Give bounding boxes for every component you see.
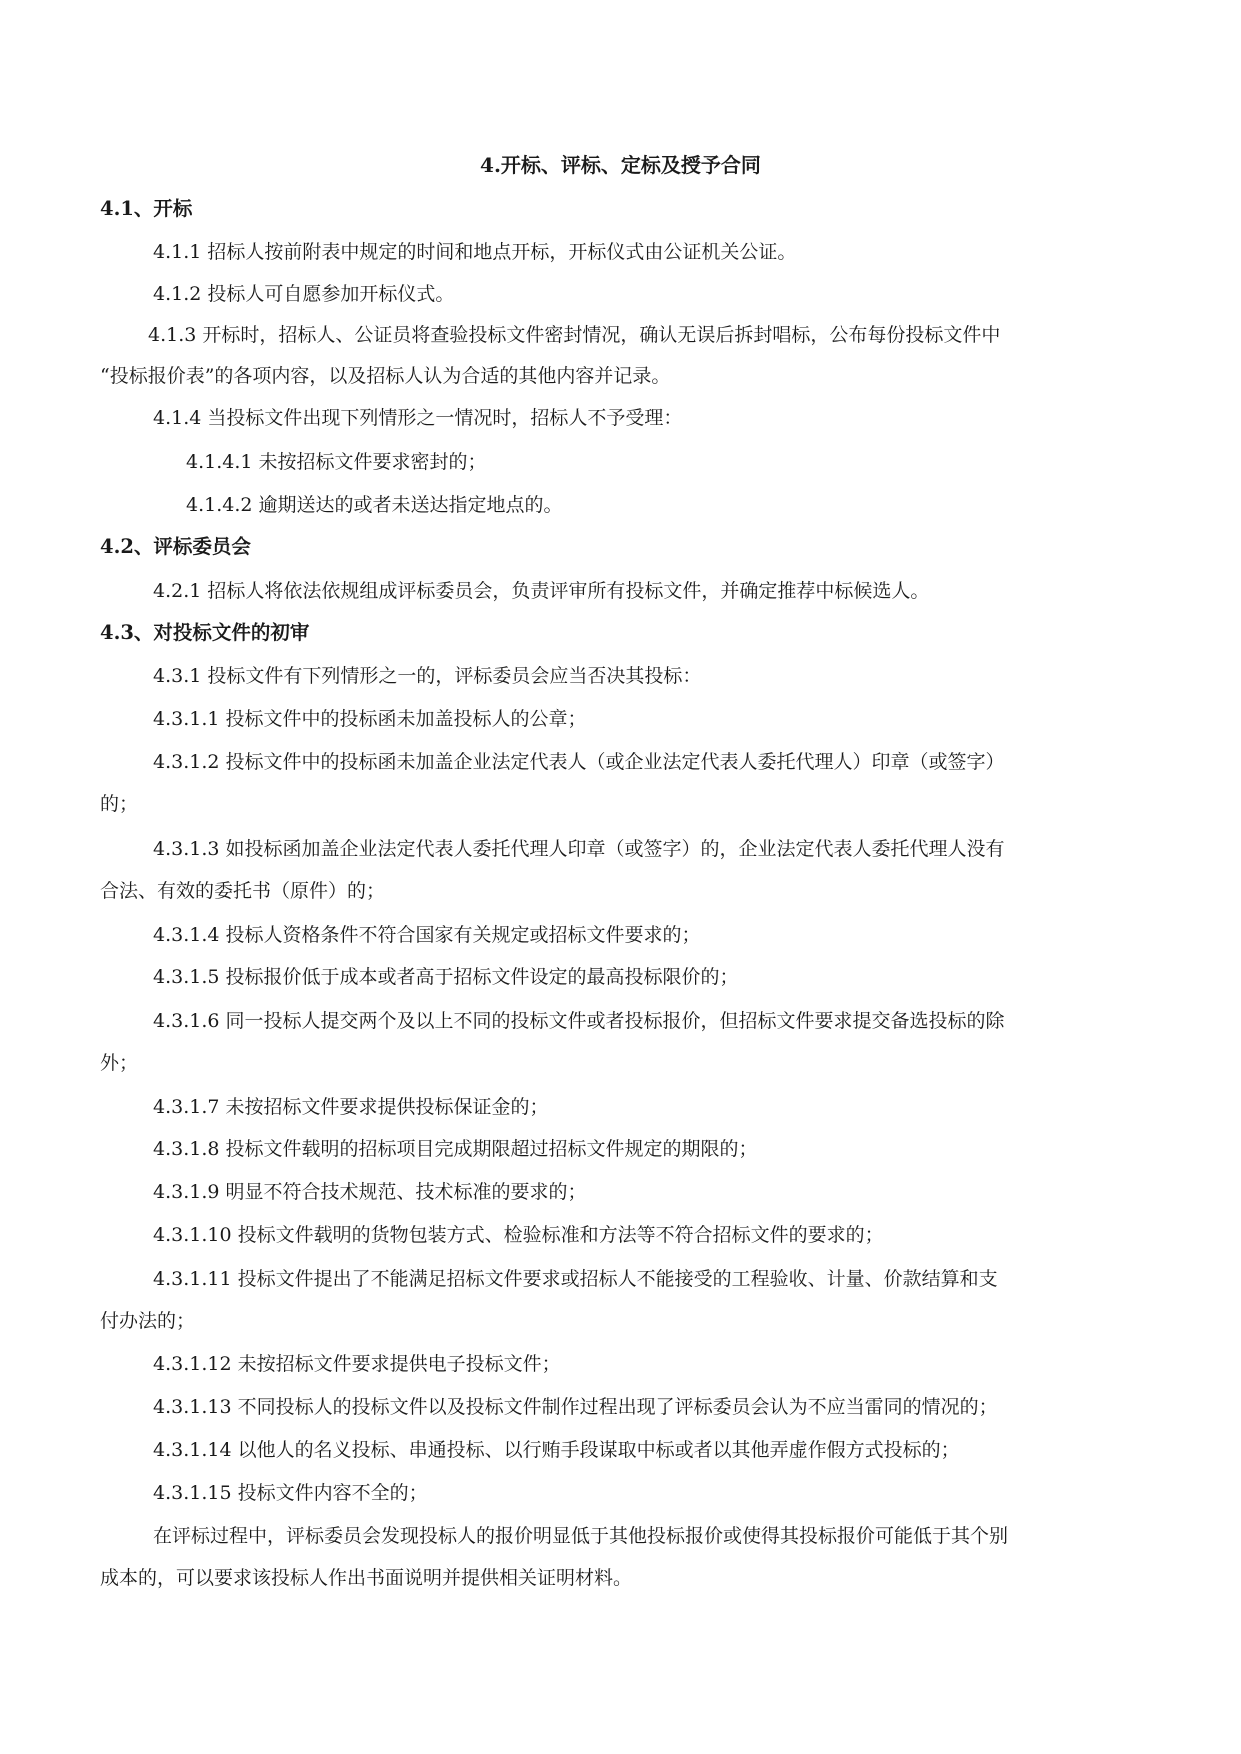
closing-paragraph-line1: 在评标过程中，评标委员会发现投标人的报价明显低于其他投标报价或使得其投标报价可能低于其个别 — [153, 1525, 1009, 1547]
page-title: 4.开标、评标、定标及授予合同 — [480, 153, 761, 177]
clause-4-3-1-11-line1: 4.3.1.11 投标文件提出了不能满足招标文件要求或招标人不能接受的工程验收、计量、价款结算和支 — [153, 1268, 998, 1290]
clause-4-3-1-11-line2: 付办法的； — [100, 1310, 196, 1332]
closing-paragraph-line2: 成本的，可以要求该投标人作出书面说明并提供相关证明材料。 — [100, 1567, 633, 1589]
clause-4-3-1-14: 4.3.1.14 以他人的名义投标、串通投标、以行贿手段谋取中标或者以其他弄虚作假方式投标的； — [153, 1439, 960, 1461]
clause-4-3-1-6-line2: 外； — [100, 1052, 139, 1074]
clause-4-3-1-4: 4.3.1.4 投标人资格条件不符合国家有关规定或招标文件要求的； — [153, 924, 701, 946]
clause-4-3-1-15: 4.3.1.15 投标文件内容不全的； — [153, 1482, 428, 1504]
clause-4-2-1: 4.2.1 招标人将依法依规组成评标委员会，负责评审所有投标文件，并确定推荐中标候选人。 — [153, 580, 930, 602]
section-heading-4-1: 4.1、开标 — [100, 197, 193, 220]
clause-4-3-1-2-line2: 的； — [100, 793, 139, 815]
clause-4-3-1-3-line2: 合法、有效的委托书（原件）的； — [100, 880, 386, 902]
clause-4-3-1-5: 4.3.1.5 投标报价低于成本或者高于招标文件设定的最高投标限价的； — [153, 966, 739, 988]
clause-4-1-3-line1: 4.1.3 开标时，招标人、公证员将查验投标文件密封情况，确认无误后拆封唱标，公布每份投标文件中 — [148, 324, 1001, 346]
clause-4-1-2: 4.1.2 投标人可自愿参加开标仪式。 — [153, 283, 455, 305]
clause-4-3-1-2-line1: 4.3.1.2 投标文件中的投标函未加盖企业法定代表人（或企业法定代表人委托代理人）印章（或签字） — [153, 751, 1005, 773]
clause-4-3-1: 4.3.1 投标文件有下列情形之一的，评标委员会应当否决其投标： — [153, 665, 702, 687]
clause-4-1-4: 4.1.4 当投标文件出现下列情形之一情况时，招标人不予受理： — [153, 407, 683, 429]
clause-4-3-1-8: 4.3.1.8 投标文件载明的招标项目完成期限超过招标文件规定的期限的； — [153, 1138, 758, 1160]
clause-4-1-3-line2: “投标报价表”的各项内容，以及招标人认为合适的其他内容并记录。 — [100, 365, 671, 387]
clause-4-3-1-10: 4.3.1.10 投标文件载明的货物包装方式、检验标准和方法等不符合招标文件的要求的； — [153, 1224, 884, 1246]
section-heading-4-2: 4.2、评标委员会 — [100, 535, 251, 558]
clause-4-3-1-12: 4.3.1.12 未按招标文件要求提供电子投标文件； — [153, 1353, 561, 1375]
clause-4-3-1-7: 4.3.1.7 未按招标文件要求提供投标保证金的； — [153, 1096, 549, 1118]
clause-4-3-1-3-line1: 4.3.1.3 如投标函加盖企业法定代表人委托代理人印章（或签字）的，企业法定代表人委托代理人没有 — [153, 838, 1005, 860]
clause-4-3-1-13: 4.3.1.13 不同投标人的投标文件以及投标文件制作过程出现了评标委员会认为不应当雷同的情况的； — [153, 1396, 998, 1418]
clause-4-3-1-6-line1: 4.3.1.6 同一投标人提交两个及以上不同的投标文件或者投标报价，但招标文件要求提交备选投标的除 — [153, 1010, 1005, 1032]
clause-4-3-1-9: 4.3.1.9 明显不符合技术规范、技术标准的要求的； — [153, 1181, 587, 1203]
clause-4-1-1: 4.1.1 招标人按前附表中规定的时间和地点开标，开标仪式由公证机关公证。 — [153, 241, 797, 263]
section-heading-4-3: 4.3、对投标文件的初审 — [100, 621, 310, 644]
clause-4-1-4-2: 4.1.4.2 逾期送达的或者未送达指定地点的。 — [186, 494, 563, 516]
clause-4-1-4-1: 4.1.4.1 未按招标文件要求密封的； — [186, 451, 487, 473]
clause-4-3-1-1: 4.3.1.1 投标文件中的投标函未加盖投标人的公章； — [153, 708, 587, 730]
